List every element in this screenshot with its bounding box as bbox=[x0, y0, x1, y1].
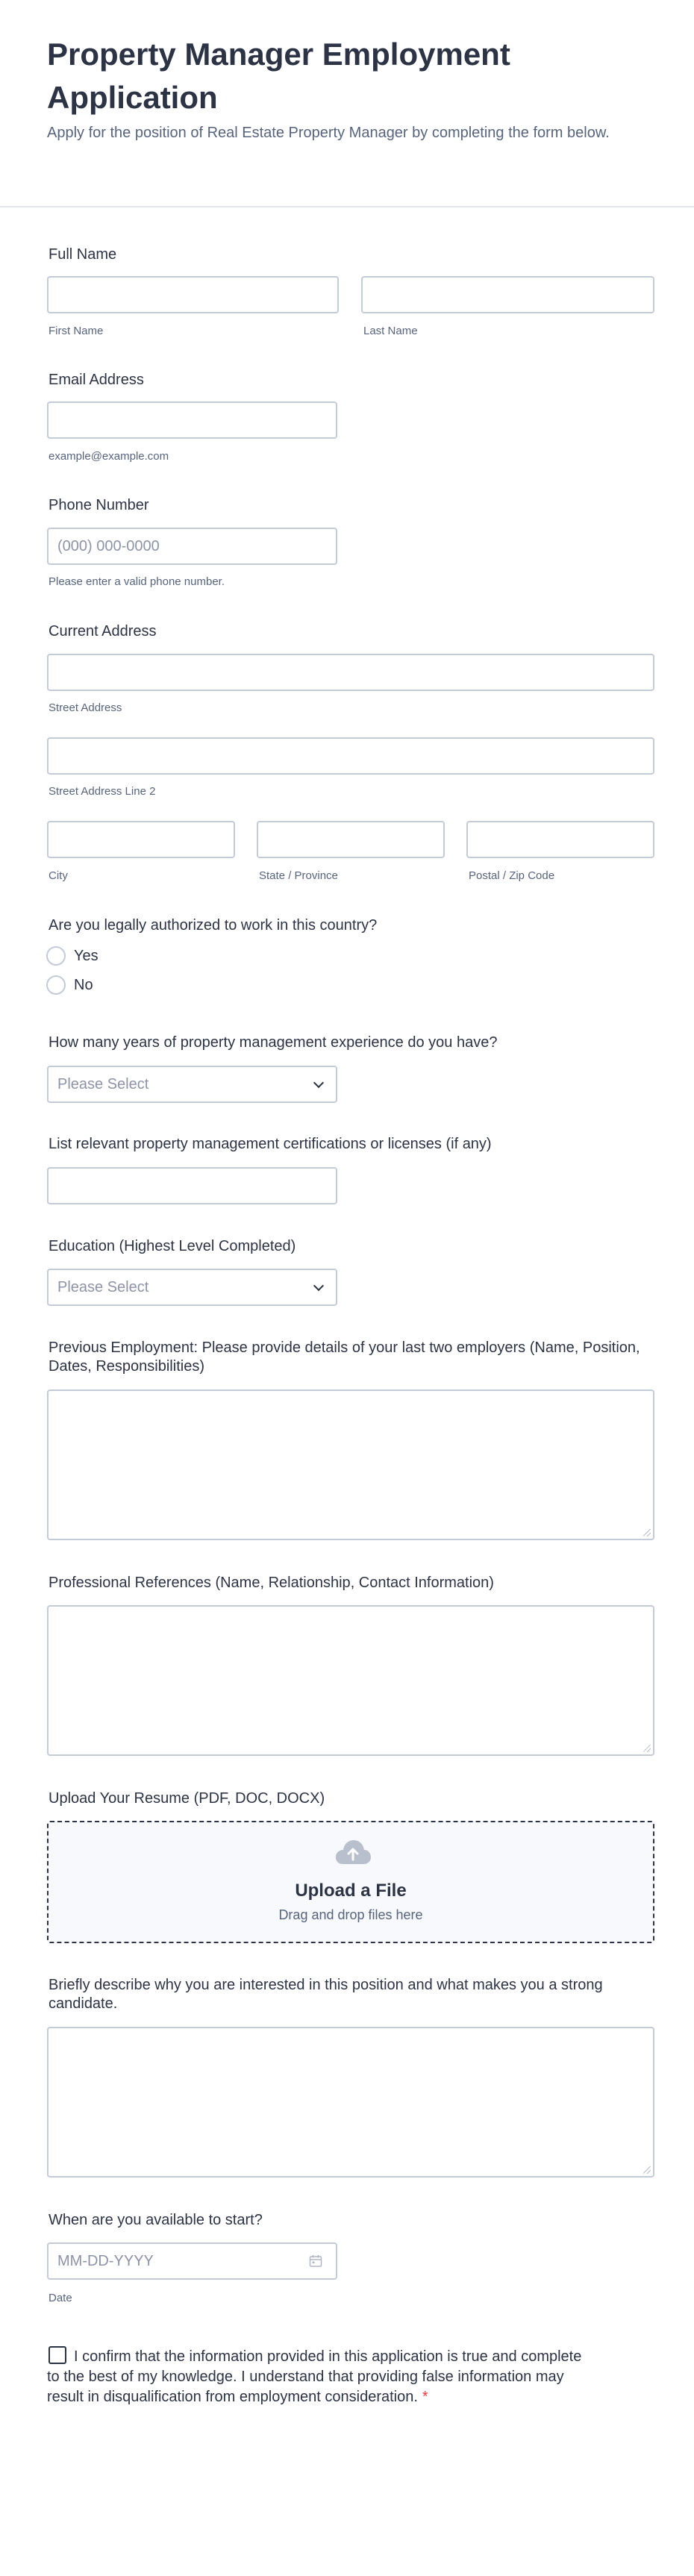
resize-handle-icon[interactable] bbox=[643, 1529, 651, 1536]
certifications-input[interactable] bbox=[47, 1167, 337, 1204]
chevron-down-icon bbox=[313, 1280, 324, 1290]
cloud-upload-icon bbox=[334, 1839, 372, 1867]
resize-handle-icon[interactable] bbox=[643, 1745, 651, 1752]
address-label: Current Address bbox=[49, 623, 157, 640]
education-selected: Please Select bbox=[57, 1278, 149, 1295]
zip-input[interactable] bbox=[466, 821, 654, 858]
references-label: Professional References (Name, Relationship, Contact Information) bbox=[49, 1575, 494, 1591]
header-divider bbox=[0, 206, 694, 207]
experience-label: How many years of property management experience do you have? bbox=[49, 1034, 498, 1051]
start-date-label: When are you available to start? bbox=[49, 2212, 263, 2228]
consent-text: I confirm that the information provided in this application is true and complete to the best of my knowledge. I understand that providing false information may result in disqualification from employment consideration. bbox=[47, 2348, 582, 2405]
upload-title: Upload a File bbox=[295, 1881, 407, 1901]
start-date-input[interactable] bbox=[47, 2242, 337, 2280]
education-label: Education (Highest Level Completed) bbox=[49, 1238, 296, 1254]
first-name-input[interactable] bbox=[47, 276, 339, 313]
state-sublabel: State / Province bbox=[259, 869, 338, 882]
experience-selected: Please Select bbox=[57, 1075, 149, 1092]
radio-button[interactable] bbox=[46, 975, 66, 995]
first-name-sublabel: First Name bbox=[49, 325, 104, 337]
start-date-sublabel: Date bbox=[49, 2292, 72, 2304]
authorized-label: Are you legally authorized to work in this country? bbox=[49, 917, 378, 934]
previous-employment-textarea[interactable] bbox=[47, 1389, 654, 1540]
city-sublabel: City bbox=[49, 869, 68, 882]
authorized-option-yes[interactable] bbox=[46, 946, 99, 966]
required-marker: * bbox=[422, 2389, 428, 2405]
street-address-line2-input[interactable] bbox=[47, 737, 654, 775]
motivation-label: Briefly describe why you are interested in this position and what makes you a strong candidate. bbox=[49, 1977, 603, 2012]
state-input[interactable] bbox=[257, 821, 445, 858]
street-address-sublabel: Street Address bbox=[49, 701, 122, 714]
resize-handle-icon[interactable] bbox=[643, 2166, 651, 2174]
start-date-placeholder: MM-DD-YYYY bbox=[57, 2252, 154, 2269]
upload-description: Drag and drop files here bbox=[278, 1907, 423, 1922]
authorized-option-no[interactable] bbox=[46, 975, 93, 995]
calendar-icon[interactable] bbox=[309, 2254, 322, 2268]
street-address-line2-sublabel: Street Address Line 2 bbox=[49, 785, 156, 798]
last-name-sublabel: Last Name bbox=[363, 325, 418, 337]
resume-label: Upload Your Resume (PDF, DOC, DOCX) bbox=[49, 1790, 325, 1807]
form-header bbox=[47, 33, 644, 145]
email-input[interactable] bbox=[47, 401, 337, 439]
city-input[interactable] bbox=[47, 821, 235, 858]
last-name-input[interactable] bbox=[361, 276, 654, 313]
references-textarea[interactable] bbox=[47, 1605, 654, 1756]
experience-select[interactable] bbox=[47, 1066, 337, 1103]
consent-checkbox[interactable] bbox=[49, 2346, 66, 2364]
phone-input[interactable] bbox=[47, 528, 337, 565]
phone-sublabel: Please enter a valid phone number. bbox=[49, 575, 225, 588]
radio-label: Yes bbox=[74, 947, 99, 964]
consent-field bbox=[47, 2346, 584, 2407]
motivation-textarea[interactable] bbox=[47, 2027, 654, 2178]
form-title: Property Manager Employment Application bbox=[47, 37, 510, 115]
form-subtitle: Apply for the position of Real Estate Property Manager by completing the form below. bbox=[47, 125, 610, 141]
radio-label: No bbox=[74, 976, 93, 993]
phone-placeholder: (000) 000-0000 bbox=[57, 537, 160, 554]
education-select[interactable] bbox=[47, 1269, 337, 1306]
resume-upload-dropzone[interactable] bbox=[47, 1821, 654, 1943]
email-sublabel: example@example.com bbox=[49, 450, 169, 463]
email-label: Email Address bbox=[49, 372, 144, 388]
zip-sublabel: Postal / Zip Code bbox=[469, 869, 555, 882]
phone-label: Phone Number bbox=[49, 497, 149, 513]
full-name-label: Full Name bbox=[49, 246, 117, 263]
radio-button[interactable] bbox=[46, 946, 66, 966]
previous-employment-label: Previous Employment: Please provide details of your last two employers (Name, Position, Dates, Responsibilities) bbox=[49, 1339, 640, 1375]
certifications-label: List relevant property management certifications or licenses (if any) bbox=[49, 1136, 492, 1152]
street-address-input[interactable] bbox=[47, 654, 654, 691]
chevron-down-icon bbox=[313, 1077, 324, 1087]
